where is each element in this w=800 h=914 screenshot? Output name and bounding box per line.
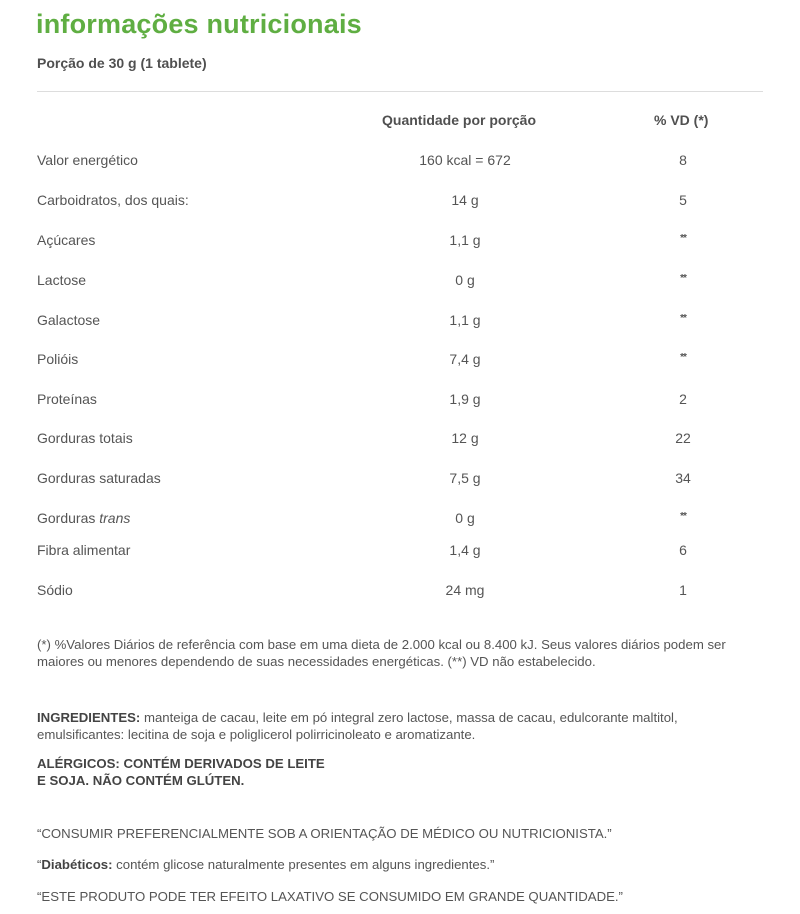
nutrient-daily-value: ** [680, 313, 686, 324]
nutrient-daily-value: ** [680, 273, 686, 284]
nutrient-daily-value: 8 [679, 152, 687, 168]
daily-value-footnote: (*) %Valores Diários de referência com base em uma dieta de 2.000 kcal ou 8.400 kJ. Seus valores diários podem ser maiores ou menores dependendo de suas necessidades energéticas. (**) VD não estabelecido. [37, 637, 726, 669]
nutrient-name: Polióis [37, 351, 79, 367]
nutrient-daily-value: ** [680, 233, 686, 244]
nutrient-name: Gorduras saturadas [37, 470, 161, 486]
diabetics-label: Diabéticos: [41, 857, 113, 872]
nutrient-name-prefix: Gorduras [37, 510, 100, 526]
portion-size: Porção de 30 g (1 tablete) [37, 55, 207, 71]
nutrient-name [37, 510, 130, 526]
nutrient-daily-value: 1 [679, 582, 687, 598]
nutrient-daily-value: 2 [679, 391, 687, 407]
nutrient-name: Gorduras totais [37, 430, 133, 446]
table-row [0, 582, 800, 602]
nutrient-name: Proteínas [37, 391, 97, 407]
table-row [0, 272, 800, 292]
column-header-quantity: Quantidade por porção [382, 112, 537, 128]
nutrient-quantity: 0 g [455, 272, 475, 288]
table-row [0, 232, 800, 252]
table-row [0, 470, 800, 490]
nutrient-quantity: 1,9 g [449, 391, 481, 407]
diabetics-text: contém glicose naturalmente presentes em alguns ingredientes.” [112, 857, 495, 872]
nutrient-quantity: 1,1 g [449, 312, 481, 328]
nutrient-quantity: 1,1 g [449, 232, 481, 248]
nutrient-name: Fibra alimentar [37, 542, 131, 558]
column-header-daily-value: % VD (*) [654, 112, 709, 128]
nutrient-name: Carboidratos, dos quais: [37, 192, 189, 208]
nutrient-quantity: 160 kcal = 672 [419, 152, 511, 168]
ingredients-section [37, 709, 767, 743]
table-row [0, 510, 800, 530]
warning-diabetics [37, 857, 494, 872]
nutrient-name: Valor energético [37, 152, 138, 168]
nutrient-quantity: 24 mg [445, 582, 485, 598]
nutrient-daily-value: ** [680, 511, 686, 522]
nutrient-quantity: 12 g [451, 430, 479, 446]
nutrient-quantity: 0 g [455, 510, 475, 526]
table-row [0, 312, 800, 332]
nutrient-quantity: 7,5 g [449, 470, 481, 486]
warning-laxative: “ESTE PRODUTO PODE TER EFEITO LAXATIVO SE CONSUMIDO EM GRANDE QUANTIDADE.” [37, 889, 623, 904]
ingredients-label: INGREDIENTES: [37, 710, 141, 725]
nutrient-name: Sódio [37, 582, 73, 598]
page-title: informações nutricionais [36, 9, 362, 39]
table-row [0, 192, 800, 212]
nutrient-daily-value: 22 [675, 430, 691, 446]
table-row [0, 391, 800, 411]
allergens-notice: ALÉRGICOS: CONTÉM DERIVADOS DE LEITE E SOJA. NÃO CONTÉM GLÚTEN. [37, 756, 325, 788]
warning-consume-orientation: “CONSUMIR PREFERENCIALMENTE SOB A ORIENTAÇÃO DE MÉDICO OU NUTRICIONISTA.” [37, 826, 612, 841]
table-row [0, 430, 800, 450]
nutrient-daily-value: 5 [679, 192, 687, 208]
nutrient-name: Açúcares [37, 232, 96, 248]
nutrient-name: Galactose [37, 312, 101, 328]
ingredients-text: manteiga de cacau, leite em pó integral zero lactose, massa de cacau, edulcorante maltitol, emulsificantes: lecitina de soja e poliglicerol polirricinoleato e aromatizante. [37, 710, 678, 742]
nutrient-daily-value: 6 [679, 542, 687, 558]
diabetics-open-quote: “ [37, 857, 42, 872]
nutrient-name: Lactose [37, 272, 87, 288]
divider [37, 91, 763, 92]
table-row [0, 152, 800, 172]
nutrient-name-italic: trans [99, 510, 131, 526]
table-row [0, 351, 800, 371]
nutrient-daily-value: 34 [675, 470, 691, 486]
nutrient-daily-value: ** [680, 352, 686, 363]
nutrient-quantity: 1,4 g [449, 542, 481, 558]
nutrient-quantity: 14 g [451, 192, 479, 208]
nutrient-quantity: 7,4 g [449, 351, 481, 367]
table-row [0, 542, 800, 562]
